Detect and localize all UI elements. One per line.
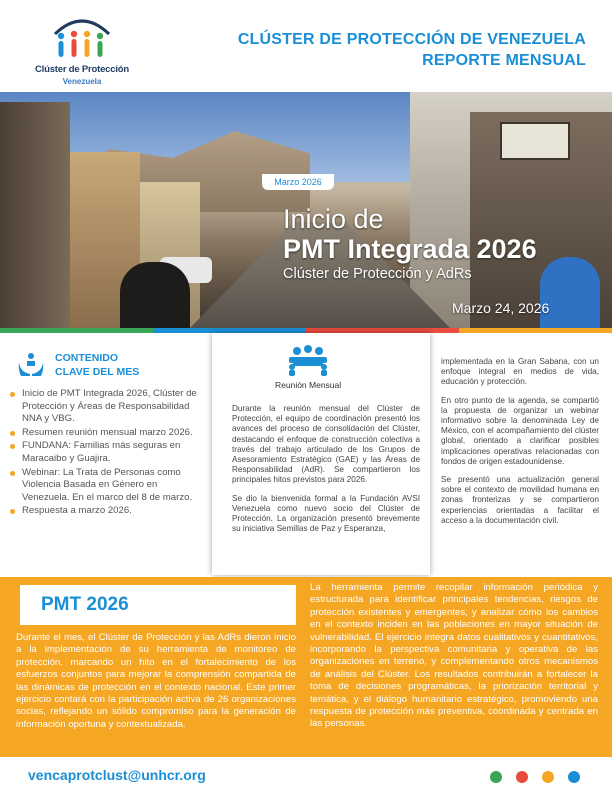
hero-title-line1: Inicio de — [283, 204, 384, 234]
dot — [516, 771, 528, 783]
paragraph: implementada en la Gran Sabana, con un enfoque integral en medios de vida, educación y protección. — [441, 357, 599, 387]
header — [0, 0, 612, 92]
dot — [542, 771, 554, 783]
footer-dots — [490, 771, 580, 783]
cluster-logo — [22, 12, 142, 88]
key-content-title-line2: CLAVE DEL MES — [55, 366, 140, 378]
list-item: Resumen reunión mensual marzo 2026. — [10, 427, 200, 440]
hands-people-icon — [18, 352, 44, 376]
key-content-title — [55, 351, 139, 379]
key-content-list — [10, 388, 200, 519]
pmt-text-right: La herramienta permite recopilar información periódica y estructurada para identificar principales tendencias, riesgos de protección existentes y emergentes, y analizar cómo los cambios en el contexto inciden en las poblaciones en mayor situación de vulnerabilidad. El ejercicio integra datos cualitativos y cuantitativos, incorporando la perspectiva comunitaria y operativa de las organizaciones en terreno, y complementando otros mecanismos de análisis del Clúster. Los resultados contribuirán a fortalecer la toma de decisiones programáticas, la priorización territorial y temática, y el diálogo humanitario estratégico, promoviendo una respuesta de protección más preventiva, coordinada y centrada en las personas. — [310, 582, 598, 730]
meeting-label: Reunión Mensual — [275, 380, 342, 390]
list-item: Inicio de PMT Integrada 2026, Clúster de Protección y Áreas de Responsabilidad NNA y VBG. — [10, 388, 200, 426]
list-item: Respuesta a marzo 2026. — [10, 505, 200, 518]
paragraph: Durante la reunión mensual del Clúster de Protección, el equipo de coordinación presentó los avances del proceso de consolidación del Clúster, destacando el enfoque de construcción colectiva a través del trabajo articulado de los Grupos de Asesoramiento Estratégico (GAE) y las Áreas de Responsabilidad (AdR). Se compartieron los principales hitos previstos para 2026. — [232, 404, 420, 485]
logo-sub: Venezuela — [62, 77, 102, 86]
hero-date: Marzo 24, 2026 — [452, 300, 550, 316]
hero-subtitle: Clúster de Protección y AdRs — [283, 266, 472, 282]
dot — [568, 771, 580, 783]
report-title: CLÚSTER DE PROTECCIÓN DE VENEZUELA — [237, 31, 586, 48]
pmt-text-left: Durante el mes, el Clúster de Protección y las AdRs dieron inicio a la implementación de su herramienta de monitoreo de protección, marcando un hito en el fortalecimiento de los esfuerzos conjuntos para mejorar la comprensión compartida de las dinámicas de protección en el contexto nacional. Este primer ejercicio contará con la participación activa de 26 organizaciones socias, reflejando un sólido compromiso para la generación de información oportuna y contextualizada. — [16, 632, 296, 730]
contact-email-link[interactable]: vencaprotclust@unhcr.org — [28, 767, 206, 783]
logo-name: Clúster de Protección — [35, 64, 129, 75]
list-item: Webinar: La Trata de Personas como Violencia Basada en Género en Venezuela. En el marco del 8 de marzo. — [10, 467, 200, 505]
paragraph: Se presentó una actualización general sobre el contexto de movilidad humana en zonas fronterizas y se compartieron experiencias orientadas a facilitar el acceso a la documentación civil. — [441, 475, 599, 525]
hero-photo — [0, 92, 612, 328]
meeting-text — [232, 404, 420, 542]
meeting-icon — [286, 345, 330, 377]
paragraph: Se dio la bienvenida formal a la Fundación AVSI Venezuela como nuevo socio del Clúster de Protección. La organización presentó brevemente su iniciativa Semillas de Paz y Esperanza, — [232, 493, 420, 534]
month-label: Marzo 2026 — [262, 174, 334, 190]
key-content-title-line1: CONTENIDO — [55, 352, 118, 364]
meeting-text-continued — [441, 357, 599, 534]
report-subtitle: REPORTE MENSUAL — [422, 52, 586, 69]
pmt-title: PMT 2026 — [41, 594, 129, 615]
paragraph: En otro punto de la agenda, se compartió la propuesta de organizar un webinar informativo sobre la denominada Ley de México, con el acompañamiento del clúster global, orientado a clarificar posibles implicaciones operativas relacionadas con fondos de origen estadounidense. — [441, 395, 599, 466]
people-logo-icon — [47, 12, 117, 62]
list-item: FUNDANA: Familias más seguras en Maracaibo y Guajira. — [10, 440, 200, 465]
hero-title-line2: PMT Integrada 2026 — [283, 234, 537, 264]
dot — [490, 771, 502, 783]
